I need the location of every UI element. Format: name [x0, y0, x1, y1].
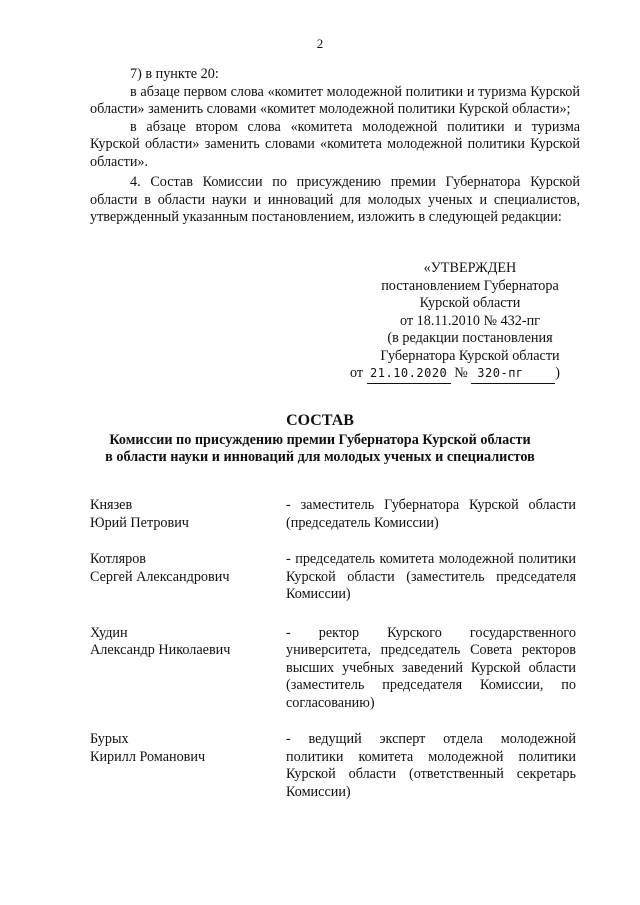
approval-line-3: Курской области [419, 295, 521, 311]
member-given-name: Александр Николаевич [90, 642, 231, 658]
composition-title: СОСТАВ [286, 412, 354, 429]
from-prefix: от [350, 365, 364, 381]
approval-line-5: (в редакции постановления [387, 330, 553, 346]
member-given-name: Юрий Петрович [90, 514, 189, 531]
member-name [90, 731, 286, 801]
paragraph-first-abzac: в абзаце первом слова «комитет молодежной политики и туризма Курской области» заменить словами «комитет молодежной политики Курской области»; [90, 83, 580, 117]
approval-block [350, 260, 590, 384]
approval-reference-line [350, 365, 590, 384]
paragraph-item-7: 7) в пункте 20: [130, 66, 219, 82]
member-row [90, 625, 580, 713]
member-row [90, 731, 580, 801]
approval-line-1: «УТВЕРЖДЕН [423, 260, 517, 276]
resolution-number: 320-пг [471, 365, 555, 384]
composition-subtitle-1: Комиссии по присуждению премии Губернатора Курской области [109, 432, 531, 448]
approval-line-6: Губернатора Курской области [380, 347, 560, 364]
member-surname: Бурых [90, 731, 129, 747]
member-role: - ведущий эксперт отдела молодежной политики комитета молодежной политики Курской области (ответственный секретарь Комиссии) [286, 731, 576, 800]
member-row [90, 551, 580, 604]
member-name [90, 551, 286, 604]
amendment-text [90, 66, 580, 227]
member-surname: Князев [90, 497, 133, 513]
member-role: - председатель комитета молодежной политики Курской области (заместитель председателя Комиссии) [286, 551, 576, 602]
member-role: - заместитель Губернатора Курской области (председатель Комиссии) [286, 497, 576, 531]
member-surname: Худин [90, 624, 128, 641]
member-role: - ректор Курского государственного университета, председатель Совета ректоров высших учебных заведений Курской области (заместитель председателя Комиссии, по согласованию) [286, 624, 576, 711]
member-name [90, 497, 286, 532]
member-given-name: Сергей Александрович [90, 568, 230, 585]
approval-line-4: от 18.11.2010 № 432-пг [399, 312, 541, 329]
closing-parenthesis: ) [555, 365, 561, 381]
member-row [90, 497, 580, 532]
member-given-name: Кирилл Романович [90, 748, 206, 765]
paragraph-item-4: 4. Состав Комиссии по присуждению премии Губернатора Курской области в области науки и инноваций для молодых ученых и специалистов, утвержденный указанным постановлением, изложить в следующей редакции: [90, 174, 580, 225]
resolution-date: 21.10.2020 [367, 365, 451, 384]
member-name [90, 625, 286, 713]
member-surname: Котляров [90, 551, 147, 567]
members-list [90, 497, 580, 801]
composition-subtitle-2: в области науки и инноваций для молодых ученых и специалистов [105, 449, 535, 465]
paragraph-second-abzac: в абзаце втором слова «комитета молодежной политики и туризма Курской области» заменить словами «комитета молодежной политики Курской области». [90, 118, 580, 170]
page-number: 2 [316, 36, 324, 51]
number-prefix: № [454, 365, 468, 381]
approval-line-2: постановлением Губернатора [381, 277, 559, 294]
